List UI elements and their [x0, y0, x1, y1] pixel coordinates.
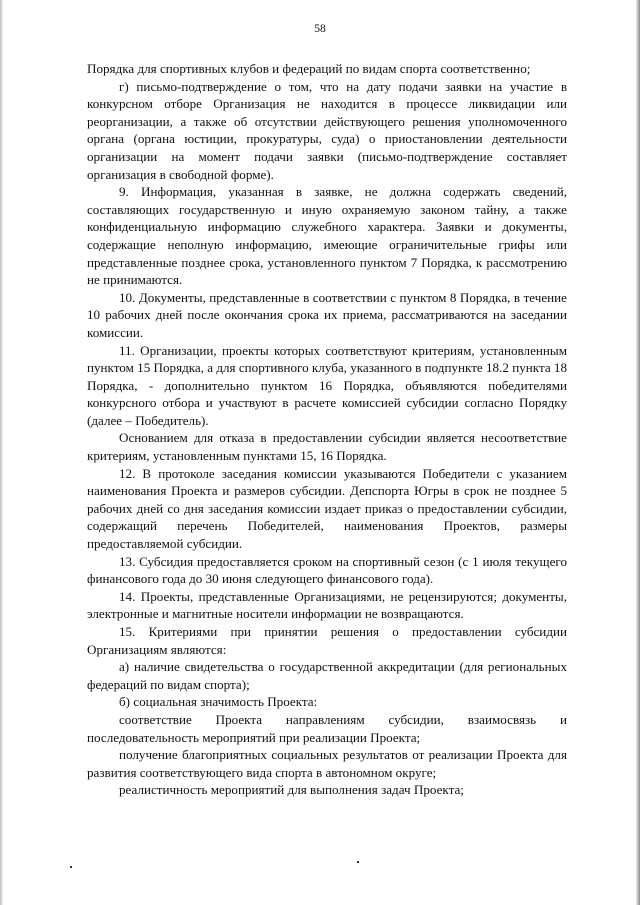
document-body	[87, 60, 567, 799]
paragraph-15: 15. Критериями при принятии решения о предоставлении субсидии Организациям являются:	[87, 624, 567, 657]
paragraph-14: 14. Проекты, представленные Организациями, не рецензируются; документы, электронные и магнитные носители информации не возвращаются.	[87, 588, 567, 622]
paragraph-continuation: Порядка для спортивных клубов и федераций по видам спорта соответственно;	[87, 61, 531, 76]
criterion-a: а) наличие свидетельства о государственной аккредитации (для региональных федераций по видам спорта);	[87, 659, 567, 692]
criterion-b: б) социальная значимость Проекта:	[119, 694, 318, 710]
scan-speck	[357, 861, 359, 863]
scan-edge-left	[0, 0, 3, 905]
page-number: 58	[314, 23, 326, 35]
criterion-b-item-2: получение благоприятных социальных результатов от реализации Проекта для развития соответствующего вида спорта в автономном округе;	[87, 747, 567, 780]
criterion-b-item-1: соответствие Проекта направлениям субсидии, взаимосвязь и последовательность мероприятий при реализации Проекта;	[87, 711, 567, 745]
paragraph-9: 9. Информация, указанная в заявке, не должна содержать сведений, составляющих государственную и иную охраняемую законом тайну, а также конфиденциальную информацию служебного характера. Заявки и документы, содержащие неполную информацию, имеющие ограничительные грифы или представленные позднее срока, установленного пунктом 7 Порядка, к рассмотрению не принимаются.	[87, 184, 567, 288]
paragraph-refusal-basis: Основанием для отказа в предоставлении субсидии является несоответствие критериям, установленным пунктами 15, 16 Порядка.	[87, 430, 567, 464]
paragraph-10: 10. Документы, представленные в соответствии с пунктом 8 Порядка, в течение 10 рабочих дней после окончания срока их приема, рассматриваются на заседании комиссии.	[87, 289, 567, 340]
paragraph-13: 13. Субсидия предоставляется сроком на спортивный сезон (с 1 июля текущего финансового года до 30 июня следующего финансового года).	[87, 553, 567, 587]
paragraph-12: 12. В протоколе заседания комиссии указываются Победители с указанием наименования Проекта и размеров субсидии. Депспорта Югры в срок не позднее 5 рабочих дней со дня заседания комиссии издает приказ о предоставлении субсидии, содержащий перечень Победителей, наименования Проектов, размеры предоставляемой субсидии.	[87, 465, 567, 552]
scan-speck	[70, 866, 72, 868]
paragraph-item-g: г) письмо-подтверждение о том, что на дату подачи заявки на участие в конкурсном отборе Организация не находится в процессе ликвидации или реорганизации, а также об отсутствии действующего решения уполномоченного органа (органа юстиции, прокуратуры, суда) о приостановлении деятельности организации на момент подачи заявки (письмо-подтверждение составляет организация в свободной форме).	[87, 78, 567, 182]
paragraph-11: 11. Организации, проекты которых соответствуют критериям, установленным пунктом 15 Порядка, а для спортивного клуба, указанного в подпункте 18.2 пункта 18 Порядка, - дополнительно пунктом 16 Порядка, объявляются победителями конкурсного отбора и участвуют в расчете комиссией субсидии согласно Порядку (далее – Победитель).	[87, 342, 567, 428]
scan-edge-right	[636, 0, 640, 905]
criterion-b-item-3: реалистичность мероприятий для выполнения задач Проекта;	[119, 782, 464, 798]
